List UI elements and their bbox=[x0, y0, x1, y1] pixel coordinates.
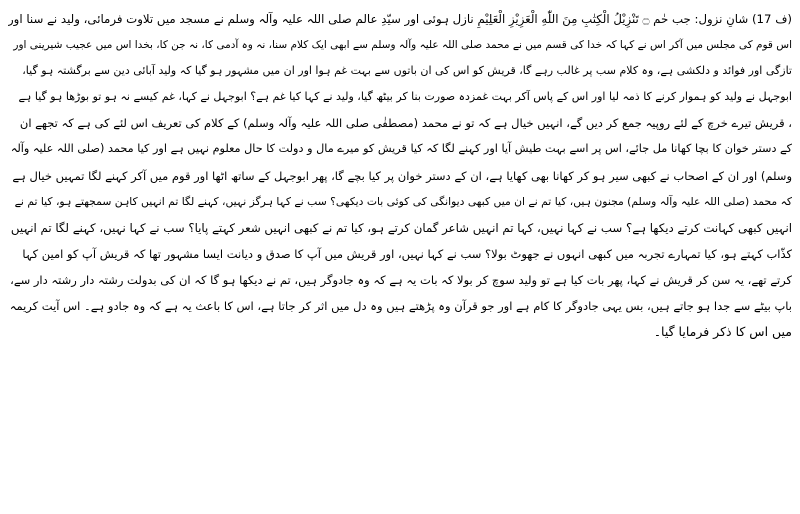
text-line: کے دستر خوان کا بچا کھانا مل جائے، اس پر اسے بہت طیش آیا اور کہنے لگا کہ کیا قریش کو میرے مال و دولت کا حال معلوم نہیں ہے اور کیا محمد (صلی اللہ علیہ وآلہ bbox=[10, 142, 792, 156]
text-line: باپ بیٹے سے جدا ہو جاتے ہیں، بس یہی جادوگر کا کام ہے اور جو قرآن وہ پڑھتے ہیں وہ دل میں اثر کر جاتا ہے، اس کا باعث یہ ہے کہ وہ جادو ہے۔ اس آیت کریمہ bbox=[9, 299, 792, 314]
text-line: ، قریش تیرے خرچ کے لئے روپیہ جمع کر دیں گے، انہیں خیال ہے کہ تو نے محمد (مصطفٰی صلی اللہ علیہ وآلہ وسلم) کے کلام کی تعریف اس لئے کی ہے کہ تجھے ان bbox=[19, 116, 792, 131]
text-line: میں اس کا ذکر فرمایا گیا۔ bbox=[653, 324, 792, 340]
text-line: اس قوم کی مجلس میں آکر اس نے کہا کہ خدا کی قسم میں نے محمد صلی اللہ علیہ وآلہ وسلم سے ابھی ایک کلام سنا، نہ وہ آدمی کا، نہ جن کا، بخدا اس میں عجیب شیرینی اور bbox=[13, 39, 792, 52]
tafsir-note-page bbox=[8, 6, 792, 508]
text-line: تازگی اور فوائد و دلکشی ہے، وہ کلام سب پر غالب رہے گا، قریش کو اس کی ان باتوں سے بہت غم ہوا اور ان میں مشہور ہو گیا کہ ولید آبائی دین سے برگشتہ ہو گیا، bbox=[22, 64, 792, 78]
text-line: کذّاب کہتے ہو، کیا تمہارے تجربہ میں کبھی انہوں نے جھوٹ بولا؟ سب نے کہا نہیں، اور قریش میں آپ کا صدق و دیانت ایسا مشہور تھا کہ قریش آپ کو امین کہا bbox=[22, 246, 792, 261]
text-line: ابوجہل نے ولید کو ہموار کرنے کا ذمہ لیا اور اس کے پاس آکر بہت غمزدہ صورت بنا کر بیٹھ گیا، ولید نے کہا کیا غم ہے؟ ابوجہل نے کہا، غم کیسے نہ ہو تو بوڑھا ہو گیا ہے bbox=[18, 90, 792, 104]
text-line: (ف 17) شانِ نزول: جب حٰم ۝ تَنْزِيْلُ الْكِتٰبِ مِنَ اللّٰهِ الْعَزِيْزِ الْعَلِيْمِ نازل ہوئی اور سیّدِ عالم صلی اللہ علیہ وآلہ وسلم نے مسجد میں تلاوت فرمائی، ولید نے سنا اور bbox=[8, 12, 792, 26]
text-line: کہ محمد (صلی اللہ علیہ وآلہ وسلم) مجنون ہیں، کیا تم نے ان میں کبھی دیوانگی کی کوئی بات دیکھی؟ سب نے کہا ہرگز نہیں، کہنے لگا تم انہیں کاہن سمجھتے ہو، کیا تم نے bbox=[14, 194, 792, 208]
text-line: کرتے تھے، یہ سن کر قریش نے کہا، پھر بات کیا ہے تو ولید سوچ کر بولا کہ بات یہ ہے کہ وہ جادوگر ہیں، تم نے دیکھا ہو گا کہ ان کی بدولت رشتہ دار رشتہ دار سے، bbox=[10, 272, 792, 287]
text-line: وسلم) اور ان کے اصحاب نے کبھی سیر ہو کر کھانا بھی کھایا ہے، ان کے دستر خوان پر کیا بچے گا، پھر ابوجہل کے ساتھ اٹھا اور قوم میں آکر کہنے لگا تمہیں خیال ہے bbox=[12, 168, 792, 183]
text-line: انہیں کبھی کہانت کرتے دیکھا ہے؟ سب نے کہا نہیں، کہا تم انہیں شاعر گمان کرتے ہو، کیا تم نے کبھی انہیں شعر کہتے پایا؟ سب نے کہا نہیں، کہنے لگا تم انہیں bbox=[10, 220, 792, 235]
